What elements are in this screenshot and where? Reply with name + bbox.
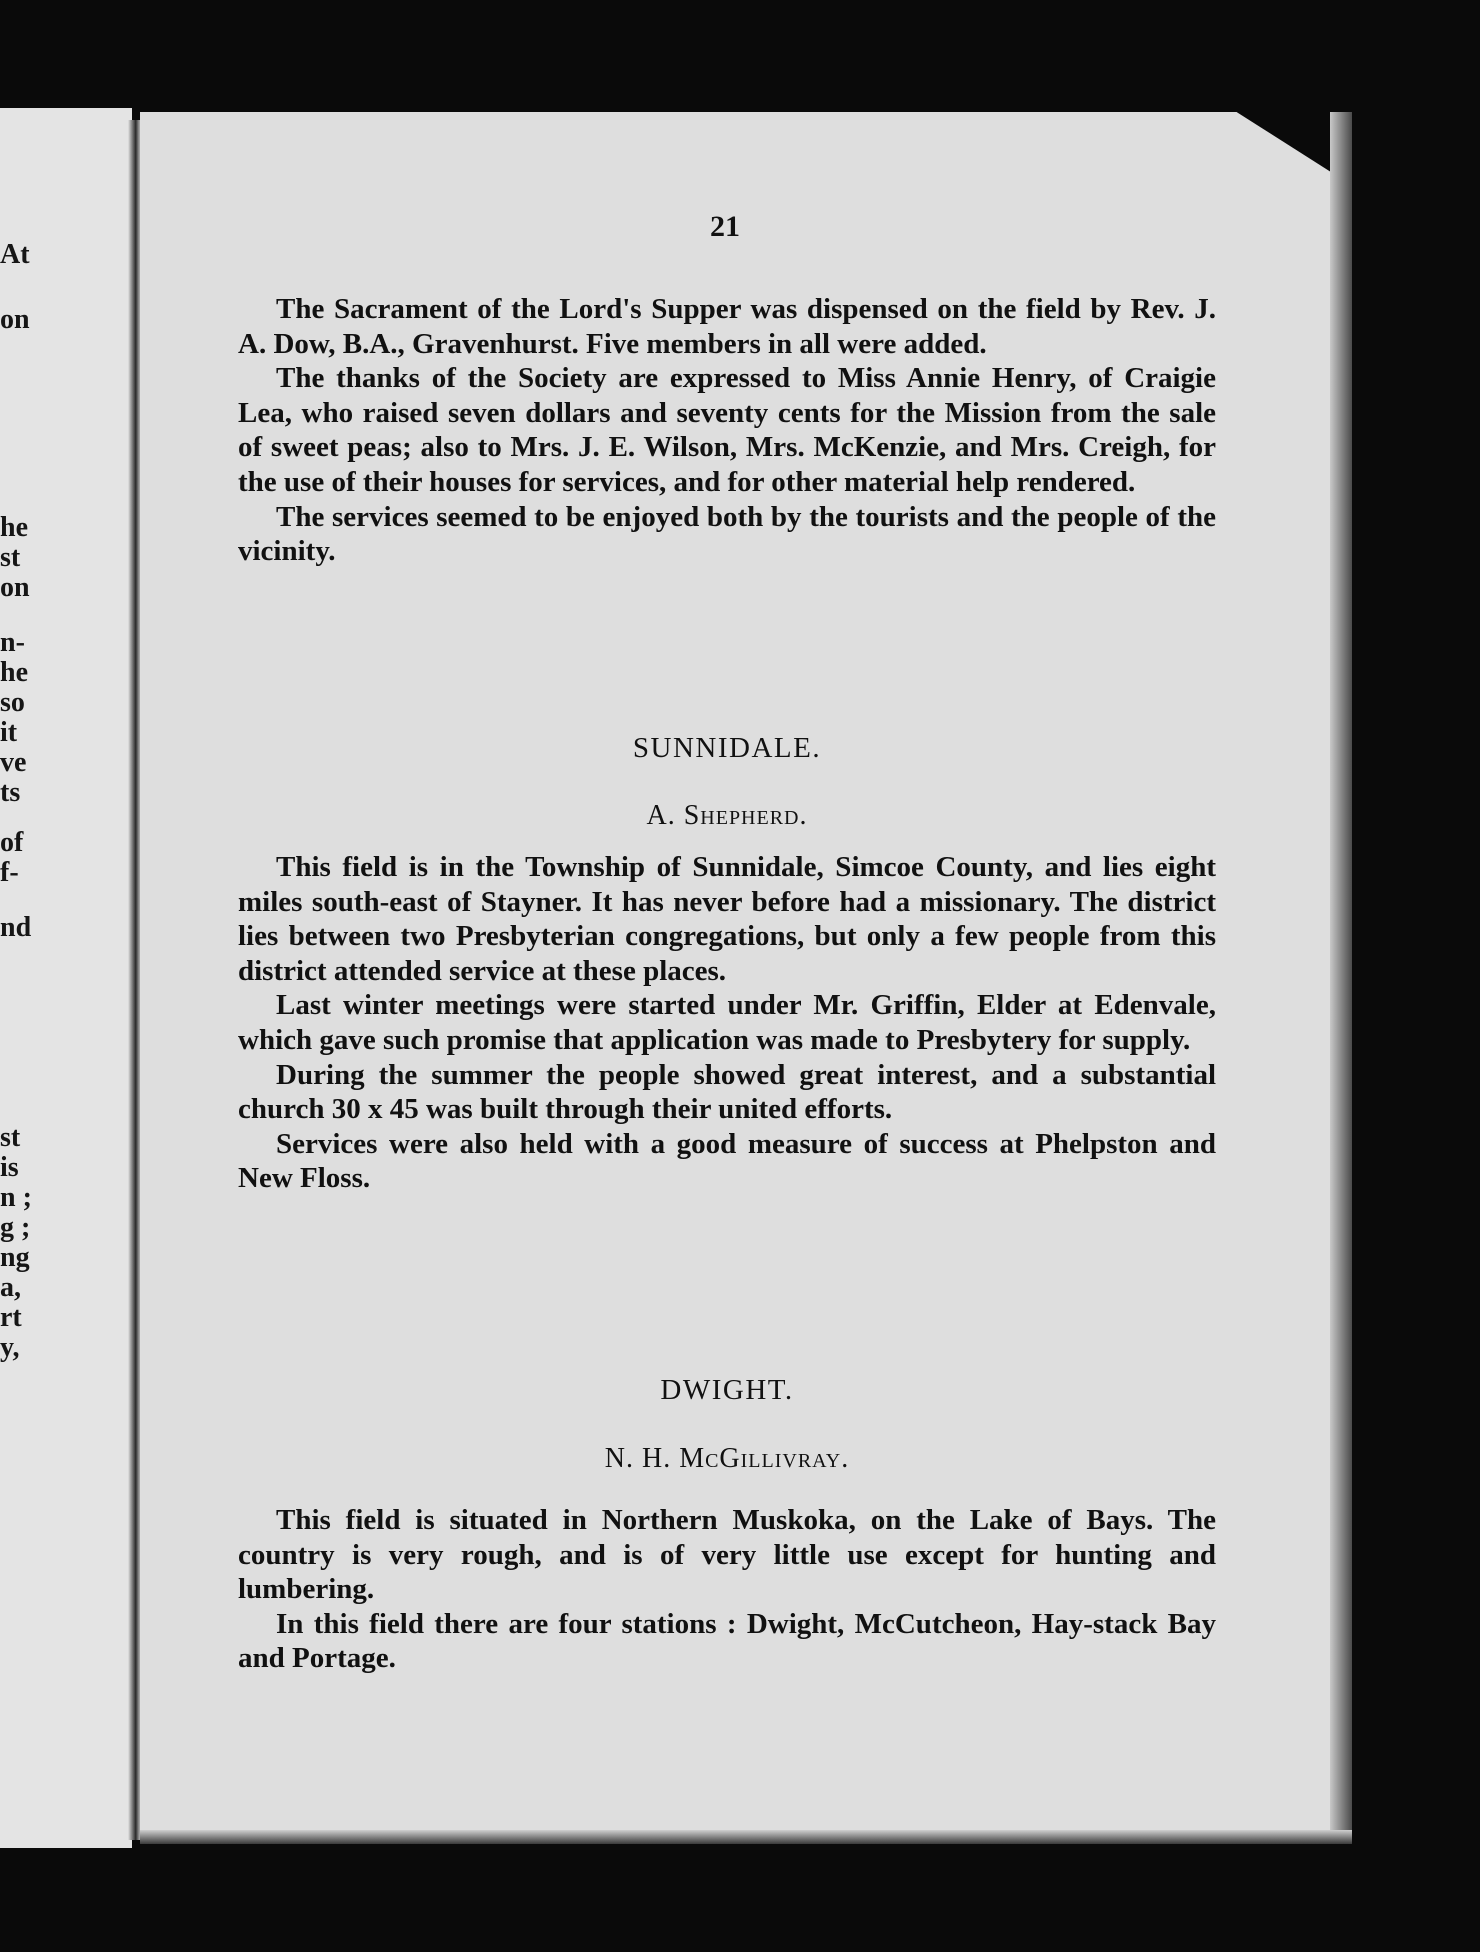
paragraph: This field is in the Township of Sunnidale, Simcoe County, and lies eight miles south-east of Stayner. It has never before had a missionary. The district lies between two Presbyterian congregations, but only a few people from this district attended service at these places.	[238, 851, 1216, 987]
left-fragment: on	[0, 304, 30, 335]
page-bottom-edge	[140, 1830, 1352, 1844]
left-fragment: ve	[0, 747, 27, 778]
left-fragment: is	[0, 1152, 19, 1183]
left-fragment: rt	[0, 1302, 22, 1333]
paragraph: During the summer the people showed great interest, and a substantial church 30 x 45 was built through their united efforts.	[238, 1058, 1216, 1126]
book-gutter	[128, 120, 142, 1840]
left-fragment: nd	[0, 912, 32, 943]
paragraph: This field is situated in Northern Muskoka, on the Lake of Bays. The country is very rough, and is of very little use except for hunting and lumbering.	[238, 1504, 1216, 1606]
left-page-fragment	[0, 108, 132, 1848]
left-fragment: st	[0, 1122, 21, 1153]
page-number: 21	[710, 210, 740, 243]
left-fragment: it	[0, 717, 18, 748]
left-fragment: he	[0, 657, 28, 688]
section-heading-sunnidale: SUNNIDALE.	[632, 732, 822, 764]
paragraph: Last winter meetings were started under Mr. Griffin, Elder at Edenvale, which gave such promise that application was made to Presbytery for supply.	[238, 989, 1216, 1056]
dwight-section	[238, 1503, 1216, 1676]
left-fragment: y,	[0, 1332, 20, 1363]
left-fragment: of	[0, 827, 24, 858]
author-sunnidale: A. Shepherd.	[646, 800, 808, 831]
left-fragment: n ;	[0, 1182, 32, 1213]
left-fragment: f-	[0, 857, 19, 888]
section-heading-dwight: DWIGHT.	[660, 1374, 794, 1406]
page-edge-shadow	[1330, 112, 1352, 1837]
intro-section	[238, 292, 1216, 569]
left-fragment: ng	[0, 1242, 30, 1273]
left-fragment: a,	[0, 1272, 21, 1303]
left-fragment: on	[0, 572, 30, 603]
paragraph: Services were also held with a good measure of success at Phelpston and New Floss.	[238, 1127, 1216, 1195]
left-fragment: st	[0, 542, 21, 573]
left-fragment: he	[0, 512, 28, 543]
left-fragment: At	[0, 239, 30, 270]
left-fragment: n-	[0, 627, 25, 658]
left-fragment: ts	[0, 777, 21, 808]
sunnidale-section	[238, 850, 1216, 1196]
paragraph: In this field there are four stations : Dwight, McCutcheon, Hay-stack Bay and Portage.	[238, 1607, 1216, 1675]
left-fragment: so	[0, 687, 25, 718]
paragraph: The services seemed to be enjoyed both by the tourists and the people of the vicinity.	[238, 500, 1216, 568]
left-fragment: g ;	[0, 1212, 31, 1243]
paragraph: The thanks of the Society are expressed to Miss Annie Henry, of Craigie Lea, who raised seven dollars and seventy cents for the Mission from the sale of sweet peas; also to Mrs. J. E. Wilson, Mrs. McKenzie, and Mrs. Creigh, for the use of their houses for services, and for other material help rendered.	[238, 362, 1216, 498]
paragraph: The Sacrament of the Lord's Supper was dispensed on the field by Rev. J. A. Dow, B.A., Gravenhurst. Five members in all were added.	[238, 293, 1216, 360]
author-dwight: N. H. McGillivray.	[604, 1443, 850, 1474]
